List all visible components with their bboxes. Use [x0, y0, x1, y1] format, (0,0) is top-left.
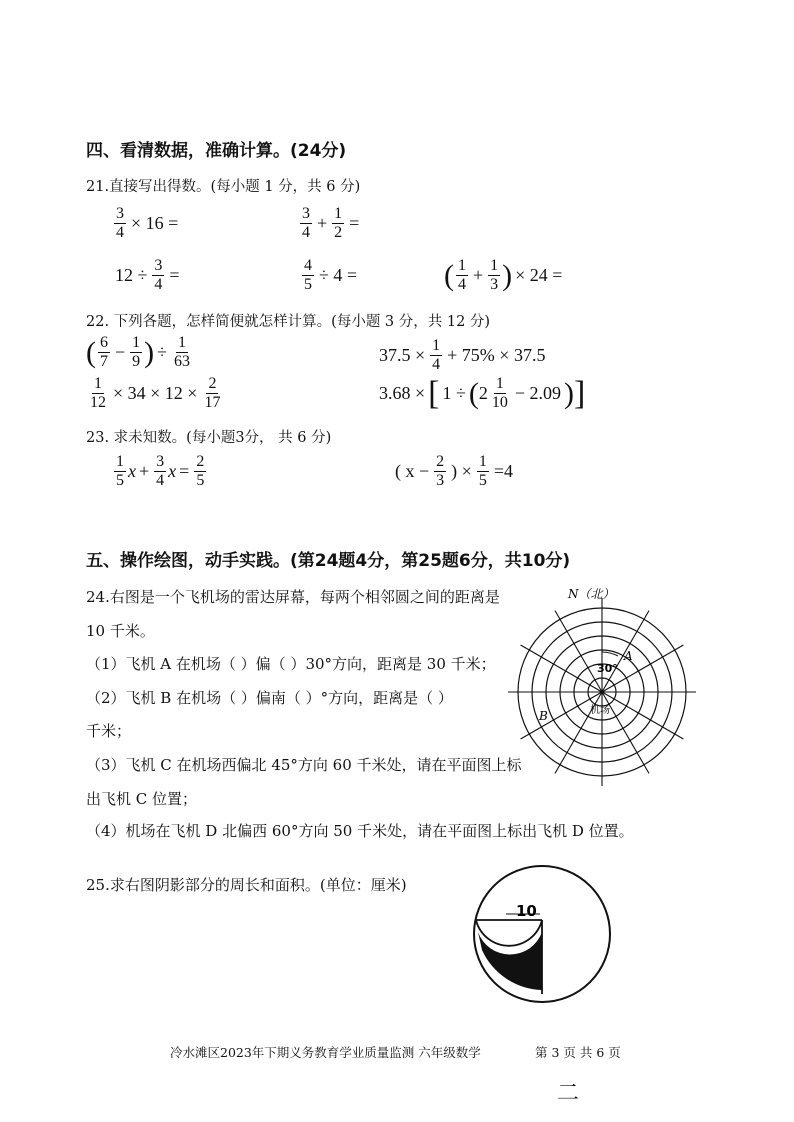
q22-expr-4: 3.68 × [ 1 ÷ ( 2 $\frac{1}{10}$ − 2.09 ) ] — [379, 374, 586, 412]
q23-heading: 23. 求未知数。(每小题3分， 共 6 分) — [86, 430, 332, 446]
footer-exam-title: 冷水滩区2023年下期义务教育学业质量监测 六年级数学 — [170, 1045, 481, 1060]
inner-semicircle — [476, 920, 542, 946]
airport-label: 机场 — [590, 705, 610, 716]
q24-part-2-cont: 千米； — [86, 722, 132, 740]
q23-equation-2: ( x − $\frac{2}{3}$ ) × $\frac{1}{5}$ =4 — [395, 453, 513, 489]
q24-part-1: （1）飞机 A 在机场（ ）偏（ ）30°方向，距离是 30 千米； — [86, 655, 496, 673]
q21-expr-5: ( $\frac{1}{4}$ + $\frac{1}{3}$ ) × 24 = — [444, 257, 563, 293]
q21-expr-3: 12 ÷ $\frac{3}{4}$ = — [115, 257, 180, 293]
q22-expr-1: ( $\frac{6}{7}$ − $\frac{1}{9}$ ) ÷ $\frac{1}{63}$ — [86, 334, 191, 370]
section-4-title: 四、看清数据，准确计算。(24分) — [86, 141, 347, 161]
q21-expr-2: $\frac{3}{4}$ + $\frac{1}{2}$ = — [302, 205, 360, 241]
q24-part-2: （2）飞机 B 在机场（ ）偏南（ ）°方向，距离是（ ） — [86, 689, 453, 707]
q21-heading: 21.直接写出得数。(每小题 1 分，共 6 分) — [86, 179, 361, 195]
q22-heading: 22. 下列各题，怎样简便就怎样计算。(每小题 3 分，共 12 分) — [86, 314, 491, 330]
footer-mark: 二 — [557, 1081, 580, 1106]
q22-expr-2: 37.5 × $\frac{1}{4}$ + 75% × 37.5 — [379, 337, 546, 373]
q24-line-1: 24.右图是一个飞机场的雷达屏幕，每两个相邻圆之间的距离是 — [86, 588, 500, 606]
q24-line-2: 10 千米。 — [86, 622, 155, 640]
radar-screen-diagram — [506, 580, 696, 790]
q21-expr-1: $\frac{3}{4}$ × 16 = — [116, 205, 179, 241]
dimension-label: 10 — [516, 902, 537, 920]
section-5-title: 五、操作绘图，动手实践。(第24题4分，第25题6分，共10分) — [86, 551, 571, 571]
q21-expr-4: $\frac{4}{5}$ ÷ 4 = — [304, 257, 358, 293]
plane-a-label: A — [624, 649, 633, 663]
q22-expr-3: $\frac{1}{12}$ × 34 × 12 × $\frac{2}{17}$ — [90, 375, 221, 411]
q25-question: 25.求右图阴影部分的周长和面积。(单位：厘米) — [86, 876, 407, 894]
radar-spokes — [508, 598, 696, 786]
plane-b-label: B — [539, 709, 548, 723]
q24-part-4: （4）机场在飞机 D 北偏西 60°方向 50 千米处，请在平面图上标出飞机 D 位置。 — [86, 822, 634, 840]
q24-part-3-cont: 出飞机 C 位置； — [86, 790, 198, 808]
angle-label: 30° — [597, 662, 618, 675]
shaded-region — [478, 932, 542, 990]
q24-part-3: （3）飞机 C 在机场西偏北 45°方向 60 千米处，请在平面图上标 — [86, 756, 522, 774]
north-label: N（北） — [568, 587, 615, 601]
shaded-circle-diagram — [470, 862, 620, 1012]
q23-equation-1: $\frac{1}{5}$ x + $\frac{3}{4}$ x = $\frac{2}{5}$ — [116, 453, 205, 489]
footer-page-number: 第 3 页 共 6 页 — [535, 1045, 621, 1060]
